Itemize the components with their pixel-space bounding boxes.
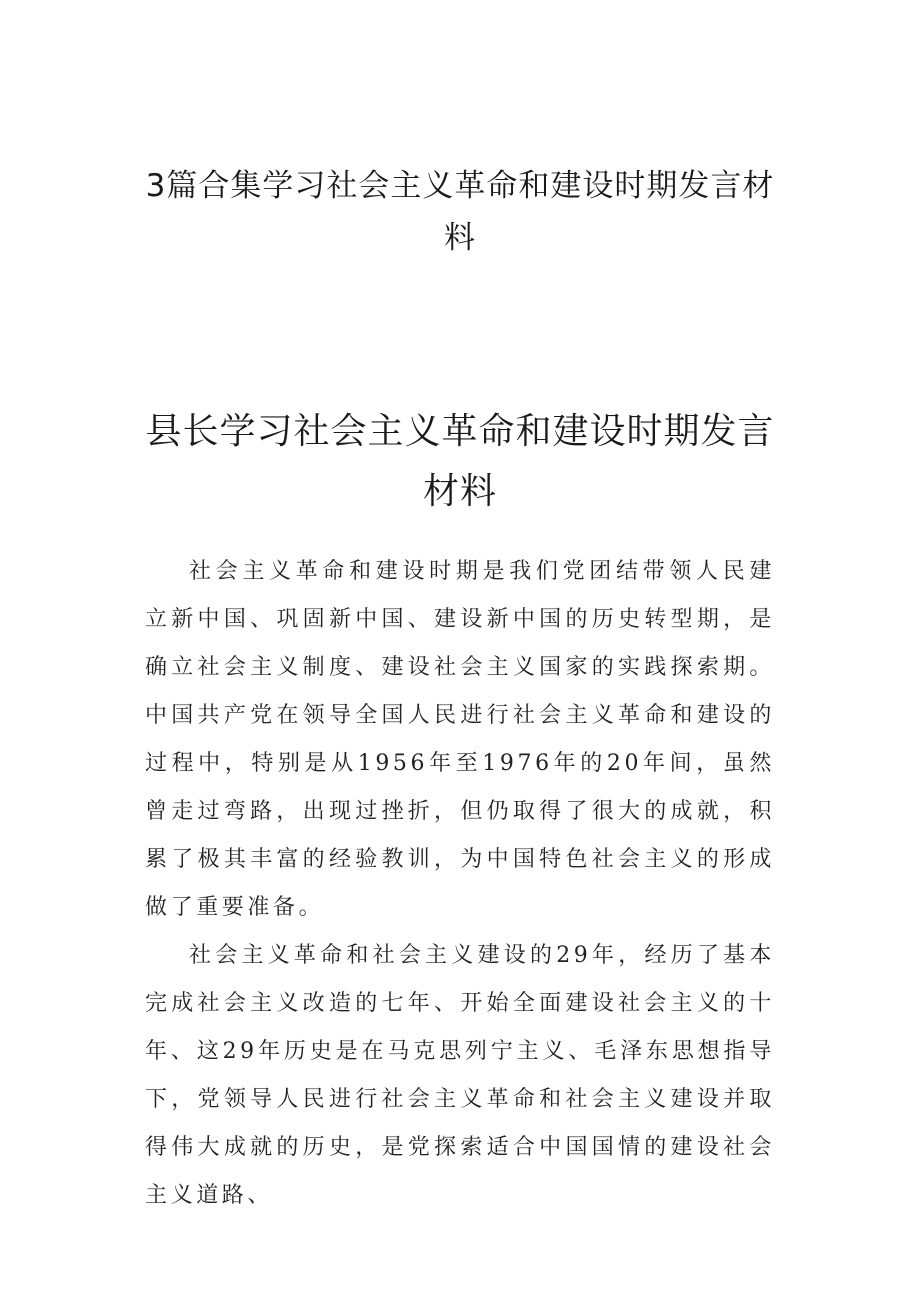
- body-paragraph-1: 社会主义革命和建设时期是我们党团结带领人民建立新中国、巩固新中国、建设新中国的历史转型期，是确立社会主义制度、建设社会主义国家的实践探索期。中国共产党在领导全国人民进行社会主义革命和建设的过程中，特别是从1956年至1976年的20年间，虽然曾走过弯路，出现过挫折，但仍取得了很大的成就，积累了极其丰富的经验教训，为中国特色社会主义的形成做了重要准备。: [145, 559, 775, 920]
- body-paragraph-2: 社会主义革命和社会主义建设的29年，经历了基本完成社会主义改造的七年、开始全面建设社会主义的十年、这29年历史是在马克思列宁主义、毛泽东思想指导下，党领导人民进行社会主义革命和社会主义建设并取得伟大成就的历史，是党探索适合中国国情的建设社会主义道路、: [145, 943, 775, 1208]
- document-title: 3篇合集学习社会主义革命和建设时期发言材料: [145, 168, 775, 256]
- section-title: 县长学习社会主义革命和建设时期发言材料: [145, 411, 775, 512]
